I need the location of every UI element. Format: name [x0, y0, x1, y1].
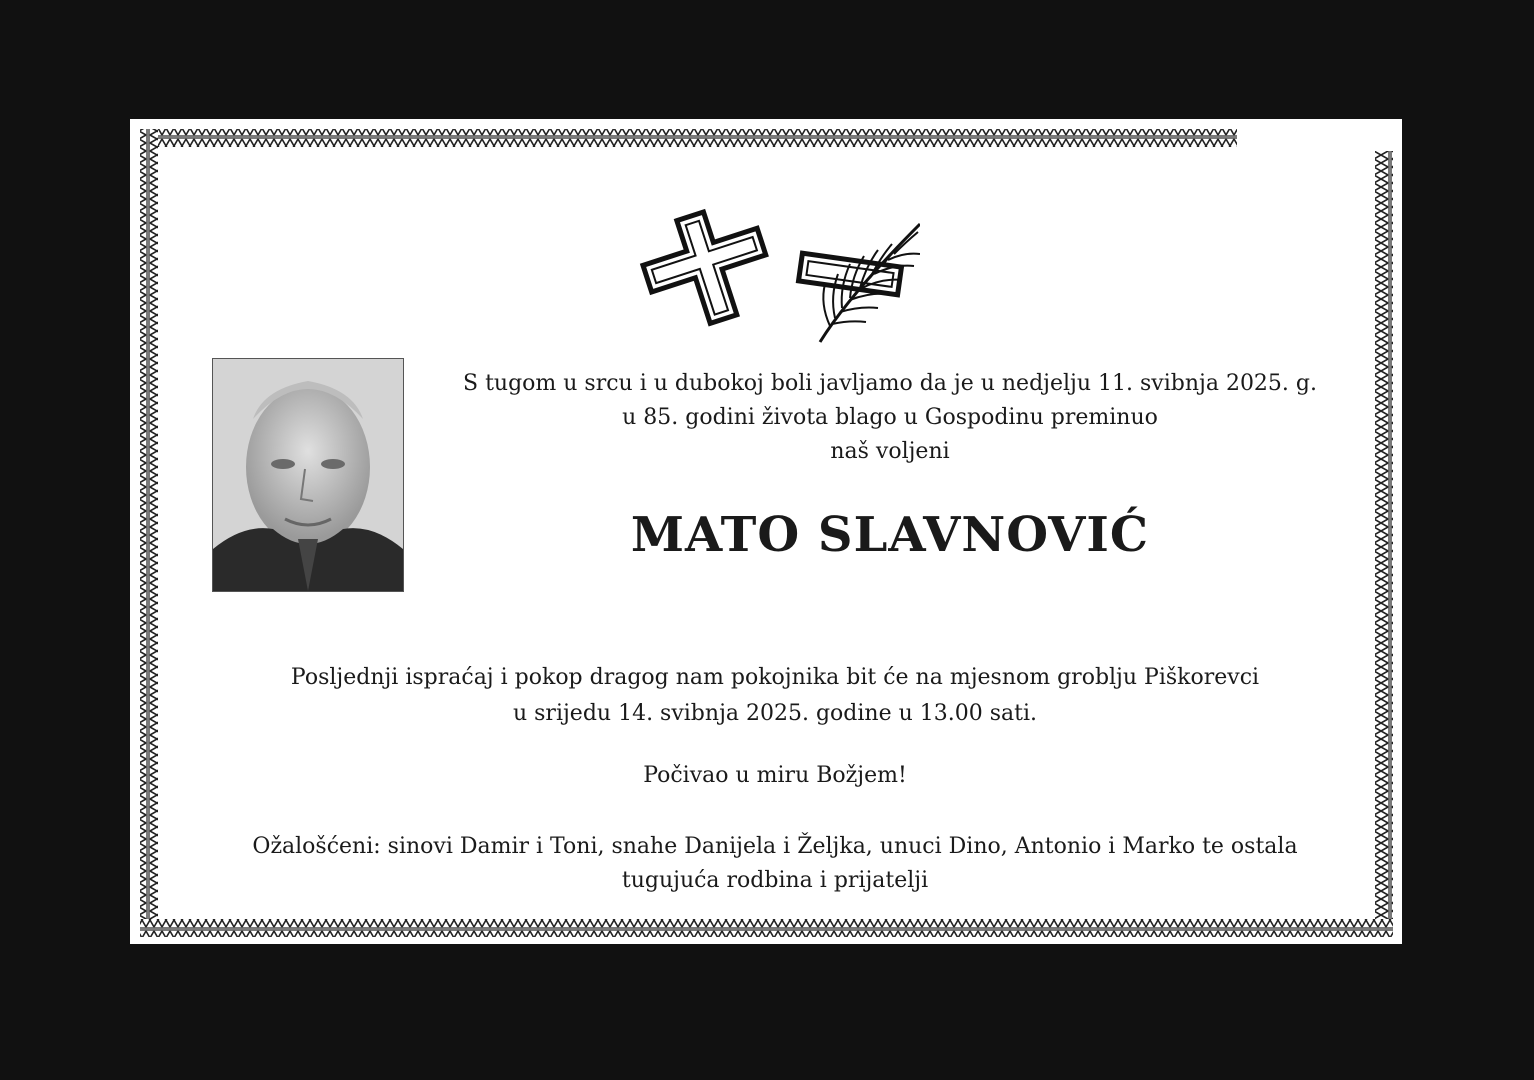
rest-in-peace-text: Počivao u miru Božjem!: [643, 763, 907, 788]
mourners-text: [190, 830, 1360, 898]
announcement-text: [430, 367, 1350, 469]
intro-line: naš voljeni: [830, 439, 950, 464]
funeral-details: [210, 660, 1340, 732]
deceased-name: MATO SLAVNOVIĆ: [630, 507, 1150, 563]
mourners-line: tugujuća rodbina i prijatelji: [621, 868, 929, 893]
intro-line: u 85. godini života blago u Gospodinu preminuo: [622, 405, 1158, 430]
portrait-photo: [212, 358, 404, 592]
intro-line: S tugom u srcu i u dubokoj boli javljamo da je u nedjelju 11. svibnja 2025. g.: [463, 371, 1317, 396]
cross-with-palm-icon: [620, 204, 920, 344]
funeral-line: Posljednji ispraćaj i pokop dragog nam pokojnika bit će na mjesnom groblju Piškorevci: [290, 665, 1260, 690]
funeral-line: u srijedu 14. svibnja 2025. godine u 13.00 sati.: [512, 701, 1038, 726]
mourners-line: Ožalošćeni: sinovi Damir i Toni, snahe Danijela i Željka, unuci Dino, Antonio i Marko te ostala: [252, 834, 1298, 859]
obituary-sheet: [130, 119, 1402, 944]
